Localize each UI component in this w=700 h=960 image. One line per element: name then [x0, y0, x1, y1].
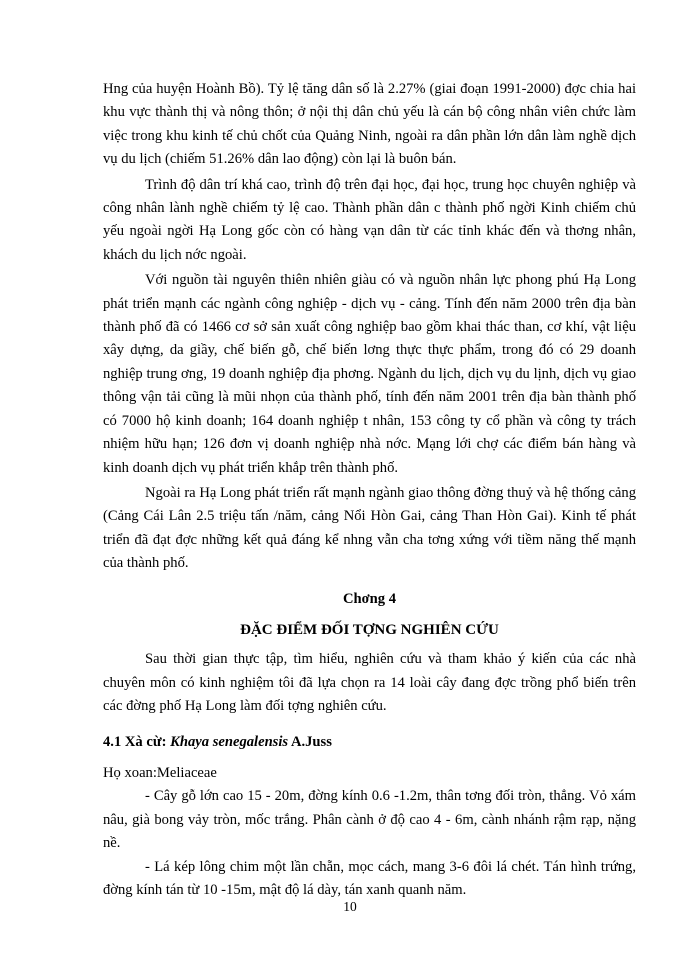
- paragraph-population: Hng của huyện Hoành Bồ). Tỷ lệ tăng dân số là 2.27% (giai đoạn 1991-2000) đợc chia hai khu vực thành thị và nông thôn; ở nội thị dân chủ yếu là cán bộ công nhân viên chức làm việc trong khu kinh tế chủ chốt của Quảng Ninh, ngoài ra dân phần lớn dân làm nghề dịch vụ du lịch (chiếm 51.26% dân lao động) còn lại là buôn bán.: [103, 81, 636, 168]
- paragraph-education: Trình độ dân trí khá cao, trình độ trên đại học, đại học, trung học chuyên nghiệp và công nhân lành nghề chiếm tỷ lệ cao. Thành phần dân c thành phố ngời Kinh chiếm chủ yếu ngoài ngời Hạ Long gốc còn có hàng vạn dân từ các tỉnh khác đến và thơng nhân, khách du lịch nớc ngoài.: [103, 176, 636, 263]
- species-author: A.Juss: [288, 733, 332, 750]
- section-number: 4.1 Xà cừ:: [103, 733, 171, 750]
- bullet-trunk: - Cây gỗ lớn cao 15 - 20m, đờng kính 0.6 -1.2m, thân tơng đối tròn, thẳng. Vỏ xám nâu, già bong vảy tròn, mốc trắng. Phân cành ở độ cao 4 - 6m, cành nhánh rậm rạp, nặng nề.: [103, 788, 636, 852]
- species-name: Khaya senegalensis: [170, 733, 289, 750]
- paragraph-economy: Với nguồn tài nguyên thiên nhiên giàu có và nguồn nhân lực phong phú Hạ Long phát triển mạnh các ngành công nghiệp - dịch vụ - cảng. Tính đến năm 2000 trên địa bàn thành phố đã có 1466 cơ sở sản xuất công nghiệp bao gồm khai thác than, cơ khí, vật liệu xây dựng, da giầy, chế biến gỗ, chế biến lơng thực thực phẩm, trong đó có 29 doanh nghiệp trung ơng, 19 doanh nghiệp địa phơng. Ngành du lịch, dịch vụ du lịnh, dịch vụ giao thông vận tải cũng là mũi nhọn của thành phố, tính đến năm 2001 trên địa bàn thành phố có 7000 hộ kinh doanh; 164 doanh nghiệp t nhân, 153 công ty cổ phần và công ty trách nhiệm hữu hạn; 126 đơn vị doanh nghiệp nhà nớc. Mạng lới chợ các điểm bán hàng và kinh doanh dịch vụ phát triển khắp trên thành phố.: [103, 272, 636, 476]
- chapter-title: ĐẶC ĐIỂM ĐỐI TỢNG NGHIÊN CỨU: [240, 621, 499, 638]
- chapter-heading: Chơng 4: [342, 590, 397, 607]
- paragraph-intro: Sau thời gian thực tập, tìm hiểu, nghiên cứu và tham khảo ý kiến của các nhà chuyên môn có kinh nghiệm tôi đã lựa chọn ra 14 loài cây đang đợc trồng phổ biến trên các đờng phố Hạ Long làm đối tợng nghiên cứu.: [103, 651, 636, 715]
- page-number: 10: [343, 899, 357, 914]
- document-body: [103, 78, 636, 902]
- bullet-leaves: - Lá kép lông chim một lần chẵn, mọc cách, mang 3-6 đôi lá chét. Tán hình trứng, đờng kính tán từ 10 -15m, mật độ lá dày, tán xanh quanh năm.: [103, 858, 636, 898]
- paragraph-transport: Ngoài ra Hạ Long phát triển rất mạnh ngành giao thông đờng thuỷ và hệ thống cảng (Cảng Cái Lân 2.5 triệu tấn /năm, cảng Nổi Hòn Gai, cảng Than Hòn Gai). Kinh tế phát triển đã đạt đợc những kết quả đáng kể nhng vẫn cha tơng xứng với tiềm năng thế mạnh của thành phố.: [103, 484, 636, 572]
- family-line: Họ xoan:Meliaceae: [103, 764, 217, 781]
- section-heading: [103, 731, 636, 754]
